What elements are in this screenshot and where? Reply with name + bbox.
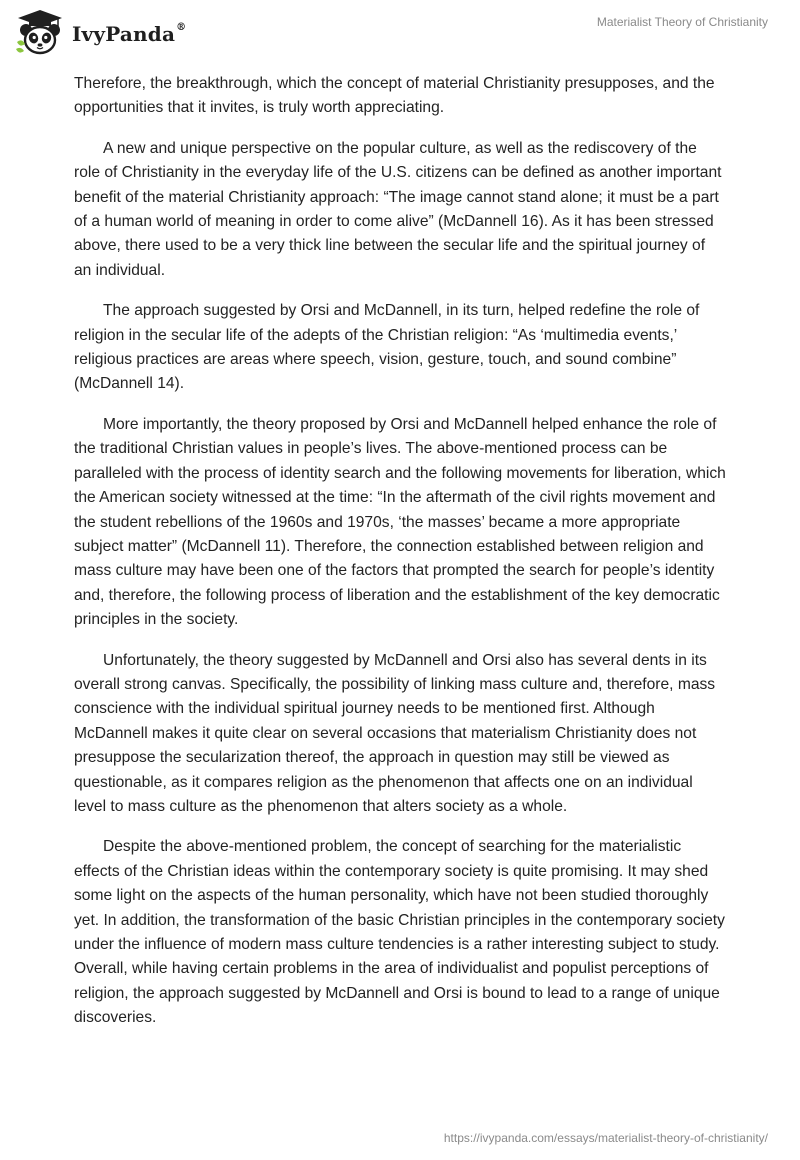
paragraph: More importantly, the theory proposed by Orsi and McDannell helped enhance the role of the traditional Christian values in people’s lives. The above-mentioned process can be paralleled with the process of identity search and the following movements for liberation, which the American society witnessed at the time: “In the aftermath of the civil rights movement and the student rebellions of the 1960s and 1970s, ‘the masses’ became a more appropriate subject matter” (McDannell 11). Therefore, the connection established between religion and mass culture may have been one of the factors that prompted the search for people’s identity and, therefore, the following process of liberation and the establishment of the key democratic principles in the society. [74,415,726,629]
page-header [0,0,800,70]
logo-wordmark: IvyPanda® [72,22,187,46]
source-url[interactable]: https://ivypanda.com/essays/materialist-theory-of-christianity/ [443,1131,768,1145]
paragraph: Unfortunately, the theory suggested by McDannell and Orsi also has several dents in its overall strong canvas. Specifically, the possibility of linking mass culture and, therefore, mass conscience with the individual spiritual journey needs to be mentioned first. Although McDannell makes it quite clear on several occasions that materialism Christianity does not presuppose the secularization thereof, the approach in question may still be viewed as questionable, as it compares religion as the phenomenon that affects one on an individual level to mass culture as the phenomenon that alters society as a whole. [74,651,716,815]
document-title: Materialist Theory of Christianity [596,15,768,29]
paragraph: Therefore, the breakthrough, which the concept of material Christianity presupposes, and the opportunities that it invites, is truly worth appreciating. [74,75,715,117]
paragraph: The approach suggested by Orsi and McDannell, in its turn, helped redefine the role of religion in the secular life of the adepts of the Christian religion: “As ‘multimedia events,’ religious practices are areas where speech, vision, gesture, touch, and sound combine” (McDannell 14). [74,302,700,393]
paragraph: Despite the above-mentioned problem, the concept of searching for the materialistic effects of the Christian ideas within the contemporary society is quite promising. It may shed some light on the aspects of the human personality, which have not been studied thoroughly yet. In addition, the transformation of the basic Christian principles in the contemporary society under the influence of modern mass culture tendencies is a rather interesting subject to study. Overall, while having certain problems in the area of individualist and populist perceptions of religion, the approach suggested by McDannell and Orsi is bound to lead to a range of unique discoveries. [74,838,725,1027]
ivypanda-logo[interactable] [14,8,186,58]
panda-graduate-icon [14,8,66,58]
paragraph: A new and unique perspective on the popular culture, as well as the rediscovery of the role of Christianity in the everyday life of the U.S. citizens can be defined as another important benefit of the material Christianity approach: “The image cannot stand alone; it must be a part of a human world of meaning in order to come alive” (McDannell 16). As it has been stressed above, there used to be a very thick line between the secular life and the spiritual journey of an individual. [74,139,722,279]
essay-body [74,72,726,1047]
